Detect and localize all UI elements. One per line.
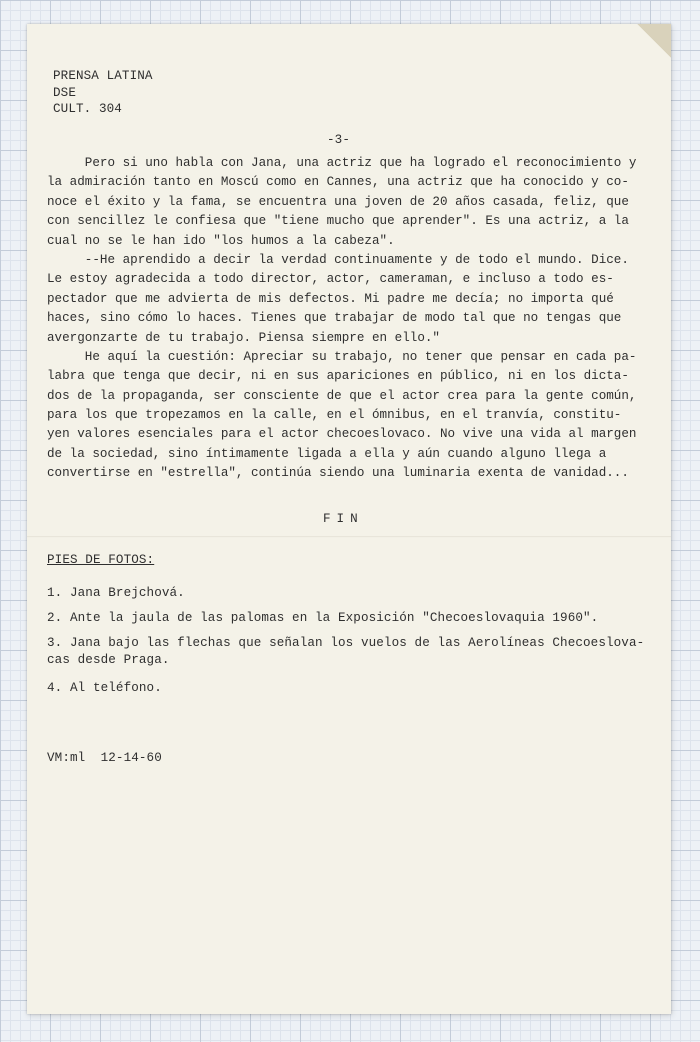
body-text xyxy=(47,154,657,484)
page-fold-line xyxy=(27,536,671,538)
body-line: He aquí la cuestión: Apreciar su trabajo, no tener que pensar en cada pa- xyxy=(47,349,637,364)
header-agency: PRENSA LATINA xyxy=(53,69,153,83)
body-line: labra que tenga que decir, ni en sus apariciones en público, ni en los dicta- xyxy=(47,369,629,384)
body-line: yen valores esenciales para el actor checoeslovaco. No vive una vida al margen xyxy=(47,427,637,442)
captions-title: PIES DE FOTOS: xyxy=(47,553,155,567)
body-line: pectador que me advierta de mis defectos. Mi padre me decía; no importa qué xyxy=(47,291,614,306)
body-line: avergonzarte de tu trabajo. Piensa siempre en ello." xyxy=(47,330,440,345)
body-line: con sencillez le confiesa que "tiene mucho que aprender". Es una actriz, a la xyxy=(47,214,629,229)
typed-document-page xyxy=(27,24,671,1014)
body-line: Pero si uno habla con Jana, una actriz que ha logrado el reconocimiento y xyxy=(47,156,637,170)
body-line: noce el éxito y la fama, se encuentra una joven de 20 años casada, feliz, que xyxy=(47,194,629,209)
body-line: Le estoy agradecida a todo director, actor, cameraman, e incluso a todo es- xyxy=(47,272,614,287)
body-line: para los que tropezamos en la calle, en el ómnibus, en el tranvía, constitu- xyxy=(47,408,622,423)
end-marker: FIN xyxy=(323,512,364,526)
signoff-initials-date: VM:ml 12-14-60 xyxy=(47,751,162,765)
caption-item: 2. Ante la jaula de las palomas en la Exposición "Checoeslovaquia 1960". xyxy=(47,611,599,625)
body-line: convertirse en "estrella", continúa siendo una luminaria exenta de vanidad... xyxy=(47,466,629,481)
header-ref: CULT. 304 xyxy=(53,102,122,116)
caption-item: cas desde Praga. xyxy=(47,653,170,667)
body-line: de la sociedad, sino íntimamente ligada a ella y aún cuando alguno llega a xyxy=(47,446,607,461)
header-dept: DSE xyxy=(53,86,76,100)
folded-corner xyxy=(637,24,671,58)
body-line: dos de la propaganda, ser consciente de que el actor crea para la gente común, xyxy=(47,388,637,403)
caption-item: 3. Jana bajo las flechas que señalan los vuelos de las Aerolíneas Checoeslova- xyxy=(47,636,645,650)
body-line: haces, sino cómo lo haces. Tienes que trabajar de modo tal que no tengas que xyxy=(47,311,622,326)
caption-item: 1. Jana Brejchová. xyxy=(47,586,185,600)
caption-item: 4. Al teléfono. xyxy=(47,681,162,695)
page-number: -3- xyxy=(327,133,350,147)
body-line: cual no se le han ido "los humos a la cabeza". xyxy=(47,233,395,248)
body-line: --He aprendido a decir la verdad continuamente y de todo el mundo. Dice. xyxy=(47,252,629,267)
body-line: la admiración tanto en Moscú como en Cannes, una actriz que ha conocido y co- xyxy=(47,175,629,190)
